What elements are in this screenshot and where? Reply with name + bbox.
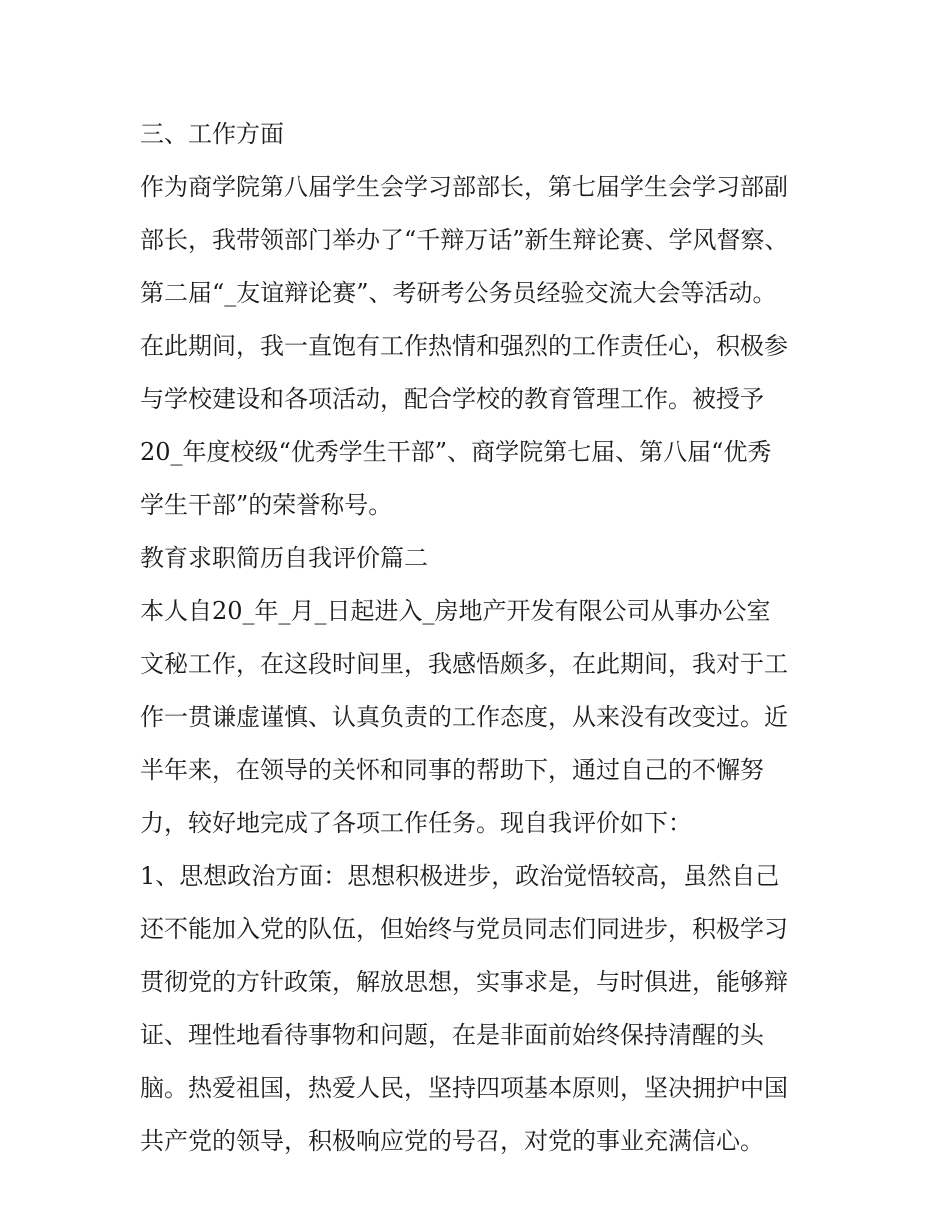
paragraph-line: 还不能加入党的队伍，但始终与党员同志们同进步，积极学习 [140,915,788,943]
paragraph-line: 第二届“_友谊辩论赛”、考研考公务员经验交流大会等活动。 [140,279,777,307]
paragraph-line: 学生干部”的荣誉称号。 [140,491,393,519]
paragraph-line: 本人自20_年_月_日起进入_房地产开发有限公司从事办公室 [140,597,771,625]
document-body [140,108,820,1168]
paragraph-line: 作为商学院第八届学生会学习部部长，第七届学生会学习部副 [140,173,788,201]
paragraph-line: 在此期间，我一直饱有工作热情和强烈的工作责任心，积极参 [140,332,788,360]
article-title: 教育求职简历自我评价篇二 [140,544,428,572]
paragraph-line: 文秘工作，在这段时间里，我感悟颇多，在此期间，我对于工 [140,650,788,678]
paragraph-line: 力，较好地完成了各项工作任务。现自我评价如下： [140,809,692,837]
paragraph-line: 20_年度校级“优秀学生干部”、商学院第七届、第八届“优秀 [140,438,772,466]
paragraph-line: 半年来，在领导的关怀和同事的帮助下，通过自己的不懈努 [140,756,764,784]
list-item-line: 1、思想政治方面：思想积极进步，政治觉悟较高，虽然自己 [140,862,780,890]
paragraph-line: 脑。热爱祖国，热爱人民，坚持四项基本原则，坚决拥护中国 [140,1074,788,1102]
paragraph-line: 作一贯谦虚谨慎、认真负责的工作态度，从来没有改变过。近 [140,703,788,731]
paragraph-line: 部长，我带领部门举办了“千辩万话”新生辩论赛、学风督察、 [140,226,789,254]
paragraph-line: 共产党的领导，积极响应党的号召，对党的事业充满信心。 [140,1127,764,1155]
section-heading: 三、工作方面 [140,120,284,148]
paragraph-line: 贯彻党的方针政策，解放思想，实事求是，与时俱进，能够辩 [140,968,788,996]
paragraph-line: 与学校建设和各项活动，配合学校的教育管理工作。被授予 [140,385,764,413]
paragraph-line: 证、理性地看待事物和问题，在是非面前始终保持清醒的头 [140,1021,764,1049]
